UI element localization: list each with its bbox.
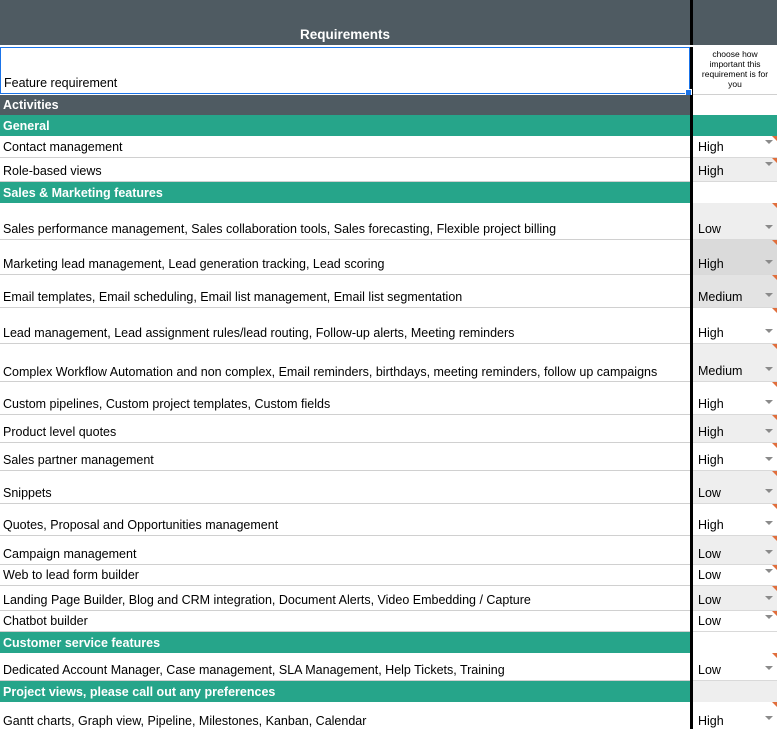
importance-note-cell[interactable]: [693, 47, 777, 95]
priority-value: Low: [698, 486, 721, 500]
chevron-down-icon[interactable]: [765, 225, 773, 229]
priority-value: Low: [698, 663, 721, 677]
section-cell[interactable]: [0, 681, 690, 702]
comment-marker-icon: [772, 443, 777, 448]
feature-requirement-label: Feature requirement: [4, 76, 118, 90]
comment-marker-icon: [772, 653, 777, 658]
priority-value: Low: [698, 614, 721, 628]
section-row-sales-marketing: [0, 182, 777, 203]
chevron-down-icon[interactable]: [765, 521, 773, 525]
priority-dropdown[interactable]: [693, 565, 777, 586]
activities-cell-b[interactable]: [693, 95, 777, 115]
chevron-down-icon[interactable]: [765, 329, 773, 333]
section-title: Sales & Marketing features: [3, 186, 163, 200]
feature-cell[interactable]: [0, 308, 690, 344]
comment-marker-icon: [772, 136, 777, 141]
feature-text: Email templates, Email scheduling, Email list management, Email list segmentation: [3, 290, 463, 304]
chevron-down-icon[interactable]: [765, 400, 773, 404]
chevron-down-icon[interactable]: [765, 716, 773, 720]
title-cell[interactable]: [0, 0, 690, 45]
priority-value: Low: [698, 568, 721, 582]
feature-text: Custom pipelines, Custom project templates, Custom fields: [3, 397, 331, 411]
feature-text: Marketing lead management, Lead generation tracking, Lead scoring: [3, 257, 385, 271]
feature-cell[interactable]: [0, 536, 690, 565]
table-row: [0, 275, 777, 308]
feature-text: Quotes, Proposal and Opportunities management: [3, 518, 279, 532]
table-row: [0, 586, 777, 611]
priority-dropdown[interactable]: [693, 203, 777, 240]
importance-note: choose how important this requirement is for you: [701, 49, 769, 89]
comment-marker-icon: [772, 536, 777, 541]
comment-marker-icon: [772, 275, 777, 280]
priority-dropdown[interactable]: [693, 136, 777, 158]
section-row-customer-service: [0, 632, 777, 653]
page-title: Requirements: [299, 27, 391, 42]
section-cell-b[interactable]: [693, 115, 777, 136]
column-header-row: [0, 47, 777, 95]
feature-cell[interactable]: [0, 702, 690, 729]
comment-marker-icon: [772, 240, 777, 245]
table-row: [0, 471, 777, 504]
comment-marker-icon: [772, 203, 777, 208]
comment-marker-icon: [772, 611, 777, 616]
priority-value: Medium: [698, 290, 743, 304]
table-row: [0, 136, 777, 158]
priority-dropdown[interactable]: [693, 536, 777, 565]
priority-dropdown[interactable]: [693, 240, 777, 275]
section-title: General: [3, 119, 50, 133]
comment-marker-icon: [772, 382, 777, 387]
activities-row: [0, 95, 777, 115]
section-cell[interactable]: [0, 182, 690, 203]
feature-cell[interactable]: [0, 504, 690, 536]
table-row: [0, 158, 777, 182]
feature-text: Contact management: [3, 140, 123, 154]
feature-cell[interactable]: [0, 653, 690, 681]
priority-value: Medium: [698, 364, 743, 378]
priority-dropdown[interactable]: [693, 344, 777, 382]
feature-requirement-cell[interactable]: [0, 47, 690, 94]
priority-value: High: [698, 257, 724, 271]
section-title: Project views, please call out any preferences: [3, 685, 276, 699]
feature-cell[interactable]: [0, 611, 690, 632]
feature-text: Chatbot builder: [3, 614, 88, 628]
table-row: [0, 415, 777, 443]
section-cell-b[interactable]: [693, 632, 777, 653]
comment-marker-icon: [772, 415, 777, 420]
priority-value: High: [698, 425, 724, 439]
comment-marker-icon: [772, 586, 777, 591]
priority-value: High: [698, 397, 724, 411]
comment-marker-icon: [772, 702, 777, 707]
feature-cell[interactable]: [0, 240, 690, 275]
activities-cell[interactable]: [0, 95, 690, 115]
chevron-down-icon[interactable]: [765, 666, 773, 670]
feature-text: Gantt charts, Graph view, Pipeline, Milestones, Kanban, Calendar: [3, 714, 367, 728]
feature-cell[interactable]: [0, 136, 690, 158]
priority-dropdown[interactable]: [693, 653, 777, 681]
table-row: [0, 443, 777, 471]
feature-text: Complex Workflow Automation and non complex, Email reminders, birthdays, meeting reminders, follow up campaigns: [3, 365, 658, 379]
feature-text: Campaign management: [3, 547, 137, 561]
chevron-down-icon[interactable]: [765, 293, 773, 297]
comment-marker-icon: [772, 565, 777, 570]
priority-dropdown[interactable]: [693, 702, 777, 729]
table-row: [0, 344, 777, 382]
chevron-down-icon[interactable]: [765, 596, 773, 600]
feature-text: Dedicated Account Manager, Case management, SLA Management, Help Tickets, Training: [3, 663, 505, 677]
comment-marker-icon: [772, 471, 777, 476]
feature-cell[interactable]: [0, 565, 690, 586]
feature-text: Sales performance management, Sales collaboration tools, Sales forecasting, Flexible project billing: [3, 222, 557, 236]
priority-dropdown[interactable]: [693, 308, 777, 344]
chevron-down-icon[interactable]: [765, 457, 773, 461]
feature-text: Landing Page Builder, Blog and CRM integration, Document Alerts, Video Embedding / Capture: [3, 593, 531, 607]
feature-text: Web to lead form builder: [3, 568, 139, 582]
comment-marker-icon: [772, 344, 777, 349]
activities-label: Activities: [3, 98, 59, 112]
priority-dropdown[interactable]: [693, 471, 777, 504]
table-row: [0, 382, 777, 415]
priority-value: Low: [698, 593, 721, 607]
table-row: [0, 504, 777, 536]
feature-cell[interactable]: [0, 471, 690, 504]
feature-cell[interactable]: [0, 415, 690, 443]
feature-cell[interactable]: [0, 203, 690, 240]
priority-value: High: [698, 164, 724, 178]
feature-text: Lead management, Lead assignment rules/lead routing, Follow-up alerts, Meeting reminders: [3, 326, 515, 340]
chevron-down-icon[interactable]: [765, 260, 773, 264]
section-title: Customer service features: [3, 636, 161, 650]
priority-value: Low: [698, 547, 721, 561]
section-cell-b[interactable]: [693, 681, 777, 702]
chevron-down-icon[interactable]: [765, 367, 773, 371]
table-row: [0, 653, 777, 681]
section-cell[interactable]: [0, 632, 690, 653]
priority-value: Low: [698, 222, 721, 236]
feature-text: Product level quotes: [3, 425, 117, 439]
section-cell-b[interactable]: [693, 182, 777, 203]
feature-cell[interactable]: [0, 382, 690, 415]
feature-text: Sales partner management: [3, 453, 154, 467]
table-row: [0, 536, 777, 565]
priority-dropdown[interactable]: [693, 586, 777, 611]
table-row: [0, 308, 777, 344]
chevron-down-icon[interactable]: [765, 429, 773, 433]
comment-marker-icon: [772, 158, 777, 163]
section-cell[interactable]: [0, 115, 690, 136]
priority-value: High: [698, 714, 724, 728]
chevron-down-icon[interactable]: [765, 489, 773, 493]
priority-value: High: [698, 453, 724, 467]
priority-dropdown[interactable]: [693, 275, 777, 308]
priority-value: High: [698, 140, 724, 154]
priority-dropdown[interactable]: [693, 382, 777, 415]
feature-text: Role-based views: [3, 164, 102, 178]
comment-marker-icon: [772, 504, 777, 509]
feature-cell[interactable]: [0, 586, 690, 611]
section-row-project-views: [0, 681, 777, 702]
feature-cell[interactable]: [0, 443, 690, 471]
table-row: [0, 565, 777, 586]
feature-cell[interactable]: [0, 275, 690, 308]
priority-dropdown[interactable]: [693, 443, 777, 471]
priority-value: High: [698, 518, 724, 532]
priority-dropdown[interactable]: [693, 158, 777, 182]
priority-dropdown[interactable]: [693, 415, 777, 443]
title-row: [0, 0, 777, 45]
section-row-general: [0, 115, 777, 136]
table-row: [0, 203, 777, 240]
chevron-down-icon[interactable]: [765, 550, 773, 554]
feature-cell[interactable]: [0, 344, 690, 382]
table-row: [0, 240, 777, 275]
priority-dropdown[interactable]: [693, 611, 777, 632]
table-row: [0, 611, 777, 632]
title-cell-b[interactable]: [693, 0, 777, 45]
feature-text: Snippets: [3, 486, 52, 500]
priority-value: High: [698, 326, 724, 340]
feature-cell[interactable]: [0, 158, 690, 182]
table-row: [0, 702, 777, 729]
comment-marker-icon: [772, 308, 777, 313]
priority-dropdown[interactable]: [693, 504, 777, 536]
